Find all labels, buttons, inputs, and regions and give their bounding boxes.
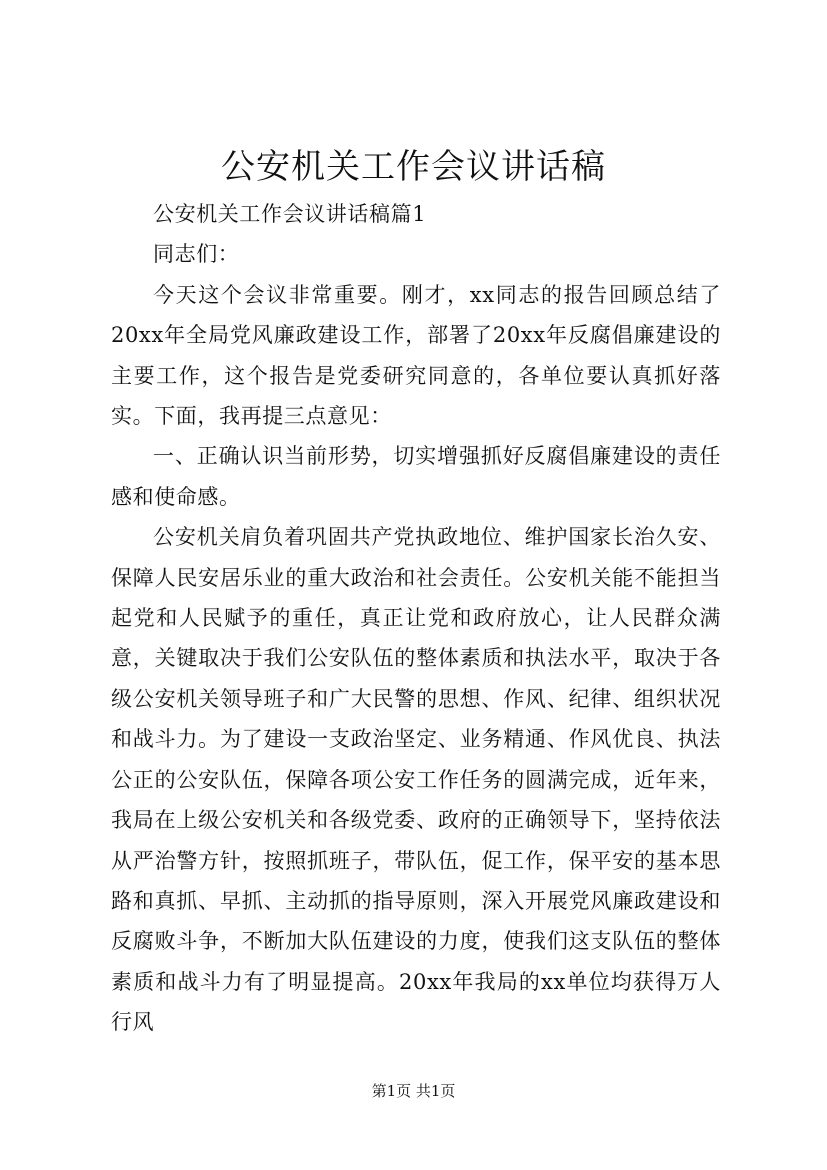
document-body bbox=[111, 194, 721, 1043]
body-paragraph: 一、正确认识当前形势，切实增强抓好反腐倡廉建设的责任感和使命感。 bbox=[111, 444, 721, 509]
body-paragraph: 同志们： bbox=[153, 242, 240, 267]
body-paragraph: 公安机关肩负着巩固共产党执政地位、维护国家长治久安、保障人民安居乐业的重大政治和社会责任。公安机关能不能担当起党和人民赋予的重任，真正让党和政府放心，让人民群众满意，关键取决于我们公安队伍的整体素质和执法水平，取决于各级公安机关领导班子和广大民警的思想、作风、纪律、组织状况和战斗力。为了建设一支政治坚定、业务精通、作风优良、执法公正的公安队伍，保障各项公安工作任务的圆满完成，近年来，我局在上级公安机关和各级党委、政府的正确领导下，坚持依法从严治警方针，按照抓班子，带队伍，促工作，保平安的基本思路和真抓、早抓、主动抓的指导原则，深入开展党风廉政建设和反腐败斗争，不断加大队伍建设的力度，使我们这支队伍的整体素质和战斗力有了明显提高。20xx年我局的xx单位均获得万人行风 bbox=[111, 525, 721, 1035]
page-footer: 第1页 共1页 bbox=[371, 1082, 456, 1100]
subtitle-paragraph: 公安机关工作会议讲话稿篇1 bbox=[153, 202, 427, 226]
body-paragraph: 今天这个会议非常重要。刚才，xx同志的报告回顾总结了20xx年全局党风廉政建设工作，部署了20xx年反腐倡廉建设的主要工作，这个报告是党委研究同意的，各单位要认真抓好落实。下面，我再提三点意见： bbox=[111, 282, 721, 429]
document-title: 公安机关工作会议讲话稿 bbox=[221, 147, 606, 187]
